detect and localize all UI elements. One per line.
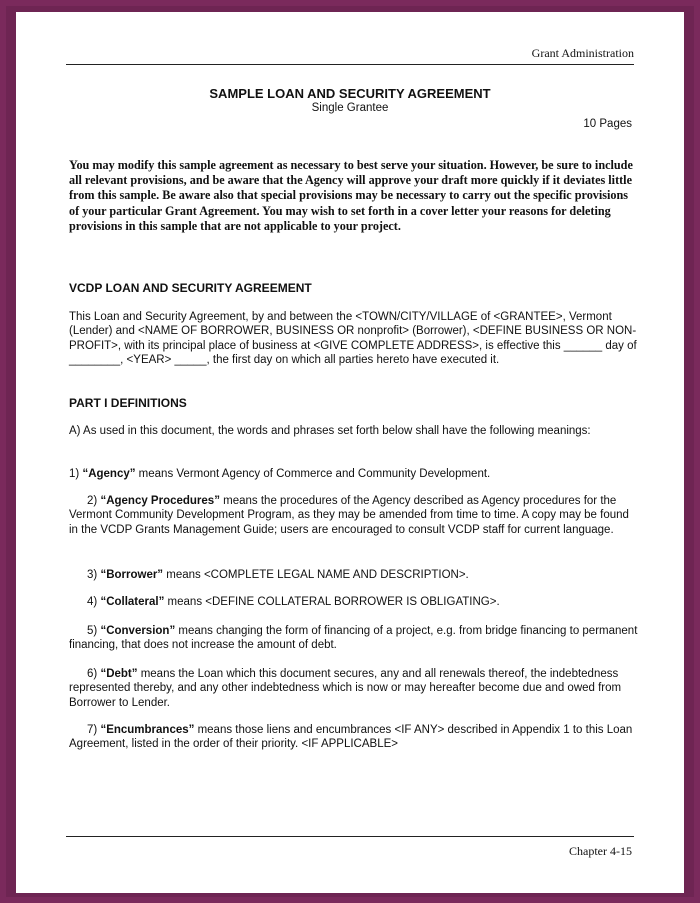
definition-number: 2) (87, 495, 98, 507)
definition-text: means <DEFINE COLLATERAL BORROWER IS OBLIGATING>. (164, 596, 500, 608)
definition-term: “Agency Procedures” (100, 495, 220, 507)
definition-term: “Collateral” (100, 596, 165, 608)
definition-term: “Encumbrances” (100, 724, 195, 736)
definition-text: means the procedures of the Agency described as Agency procedures for the Vermont Community Development Program, as they may be amended from time to time. A copy may be found in the VCDP Grants Management Guide; users are encouraged to consult VCDP staff for current language. (69, 495, 629, 536)
definition-item (69, 723, 639, 752)
definition-number: 4) (87, 596, 98, 608)
definition-term: “Borrower” (100, 569, 164, 581)
definition-number: 3) (87, 569, 98, 581)
part-heading: PART I DEFINITIONS (69, 396, 187, 410)
footer-rule (66, 836, 634, 837)
definition-text: means those liens and encumbrances <IF ANY> described in Appendix 1 to this Loan Agreement, listed in the order of their priority. <IF APPLICABLE> (69, 724, 633, 751)
definition-text: means the Loan which this document secures, any and all renewals thereof, the indebtedness represented thereby, and any other indebtedness which is now or may hereafter become due and owed from Borrower to Lender. (69, 668, 622, 709)
header-rule (66, 64, 634, 65)
definition-item (69, 667, 639, 710)
definition-term: “Conversion” (100, 625, 176, 637)
definition-text: means <COMPLETE LEGAL NAME AND DESCRIPTION>. (163, 569, 469, 581)
definition-number: 7) (87, 724, 98, 736)
page-count: 10 Pages (583, 118, 632, 130)
definition-text: means changing the form of financing of a project, e.g. from bridge financing to permanent financing, that does not increase the amount of debt. (69, 625, 638, 652)
definition-item (69, 494, 639, 537)
definition-term: “Debt” (100, 668, 138, 680)
definition-number: 6) (87, 668, 98, 680)
document-subtitle: Single Grantee (311, 102, 389, 114)
definition-text: means Vermont Agency of Commerce and Community Development. (135, 468, 491, 480)
document-page (16, 12, 684, 893)
document-title: SAMPLE LOAN AND SECURITY AGREEMENT (209, 86, 491, 101)
definition-item (69, 624, 639, 653)
definition-term: “Agency” (82, 468, 136, 480)
intro-paragraph: You may modify this sample agreement as necessary to best serve your situation. However, be sure to include all relevant provisions, and be aware that the Agency will approve your draft more quickly if it deviates little from this sample. Be aware also that special provisions may be necessary to carry out the specific provisions of your particular Grant Agreement. You may wish to set forth in a cover letter your reasons for deleting provisions in this sample that are not applicable to your project. (69, 158, 633, 233)
definition-item (69, 467, 639, 481)
running-header: Grant Administration (531, 46, 634, 60)
section-heading: VCDP LOAN AND SECURITY AGREEMENT (69, 281, 312, 295)
page-footer: Chapter 4-15 (569, 844, 632, 858)
definition-item (69, 595, 639, 609)
part-intro: A) As used in this document, the words and phrases set forth below shall have the following meanings: (69, 425, 591, 437)
definition-item (69, 568, 639, 582)
opening-paragraph: This Loan and Security Agreement, by and between the <TOWN/CITY/VILLAGE of <GRANTEE>, Vermont (Lender) and <NAME OF BORROWER, BUSINESS OR nonprofit> (Borrower), <DEFINE BUSINESS OR NON-PROFIT>, with its principal place of business at <GIVE COMPLETE ADDRESS>, is effective this ______ day of ________, <YEAR> _____, the first day on which all parties hereto have executed it. (69, 311, 637, 367)
definition-number: 1) (69, 468, 80, 480)
definition-number: 5) (87, 625, 98, 637)
